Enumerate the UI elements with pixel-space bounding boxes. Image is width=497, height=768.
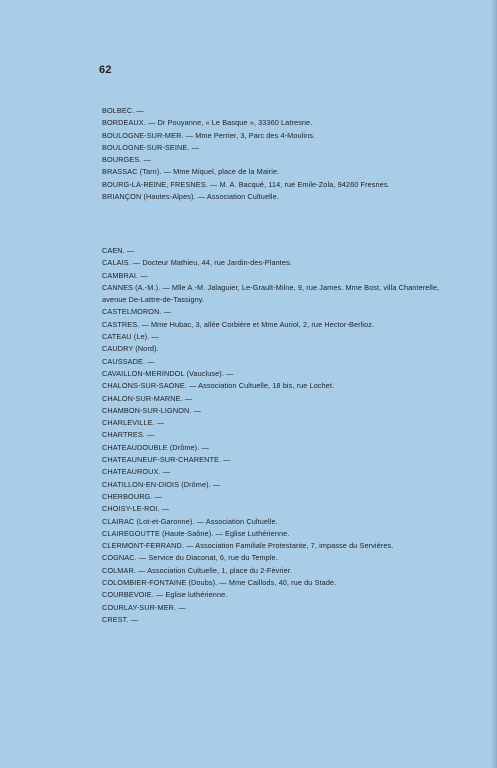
directory-entry <box>102 306 462 318</box>
entry-detail: — Docteur Mathieu, 44, rue Jardin-des-Plantes. <box>130 258 292 268</box>
directory-entry <box>102 552 462 564</box>
directory-entry <box>102 356 462 368</box>
entry-detail: — Mme Caillods, 40, rue du Stade. <box>217 578 337 588</box>
directory-entry <box>102 154 462 166</box>
directory-entry <box>102 130 462 142</box>
directory-entry <box>102 179 462 191</box>
directory-entry <box>102 117 462 129</box>
entry-detail: — Mme Miquel, place de la Mairie. <box>161 167 280 177</box>
entry-town: CATEAU (Le). <box>102 332 150 342</box>
directory-entry <box>102 589 462 601</box>
entry-detail: — <box>191 405 201 415</box>
entry-detail: — <box>152 491 162 501</box>
entry-town: CHOISY-LE-ROI. <box>102 504 160 514</box>
entry-detail: — Association Cultuelle. <box>195 192 279 202</box>
entry-town: BOULOGNE-SUR-MER. <box>102 130 184 140</box>
directory-entry <box>102 466 462 478</box>
entry-detail: — Dr Pouyanne, « Le Basque », 33360 Latresne. <box>145 118 313 128</box>
entry-detail: — <box>189 142 199 152</box>
directory-entry <box>102 577 462 589</box>
entry-detail: — <box>138 270 148 280</box>
directory-entry <box>102 105 462 117</box>
directory-entry <box>102 491 462 503</box>
entry-town: COLMAR. <box>102 565 136 575</box>
directory-entry <box>102 270 462 282</box>
directory-entry <box>102 343 462 355</box>
entry-town: CHAMBON-SUR-LIGNON. <box>102 405 192 415</box>
entry-town: CHERBOURG. <box>102 491 153 501</box>
directory-entry <box>102 528 462 540</box>
entry-detail: — Mlle A.-M. Jalaguier, Le-Grault-Milne, 9, rue James. Mme Bost, villa Chanterelle, avenue De-Lattre-de-Tassigny. <box>102 282 440 305</box>
entry-detail: — <box>210 479 221 489</box>
entry-town: COLOMBIER-FONTAINE (Doubs). <box>102 578 218 588</box>
directory-entry <box>102 540 462 552</box>
page-edge-shadow <box>491 0 497 768</box>
directory-entry <box>102 442 462 454</box>
entry-town: BRIANÇON (Hautes-Alpes). <box>102 192 196 202</box>
entry-detail: — <box>128 614 139 624</box>
entry-detail: — <box>182 393 193 403</box>
entry-town: BORDEAUX. <box>102 118 146 128</box>
entry-detail: — M. A. Bacqué, 114, rue Emile-Zola, 94260 Fresnes. <box>207 179 390 189</box>
entry-detail: — <box>154 418 165 428</box>
entry-detail: — <box>134 106 144 115</box>
entry-town: CLAIRAC (Lot-et-Garonne). <box>102 516 195 526</box>
directory-entry <box>102 503 462 515</box>
entry-detail: — <box>124 246 135 255</box>
entry-detail: — Service du Diaconat, 6, rue du Temple. <box>136 553 278 563</box>
entry-detail: — <box>141 155 151 165</box>
directory-entry <box>102 166 462 178</box>
directory-entry <box>102 368 462 380</box>
entry-detail: — <box>160 467 171 477</box>
entry-town: CASTELMORON. <box>102 307 162 317</box>
entry-town: COGNAC. <box>102 553 137 563</box>
page-number: 62 <box>99 64 112 76</box>
entry-town: BOURG-LA-REINE, FRESNES. <box>102 179 208 189</box>
entry-detail: — Association Familiale Protestante, 7, impasse du Servières. <box>183 541 394 551</box>
directory-entry <box>102 516 462 528</box>
entry-town: CLAIREGOUTTE (Haute-Saône). <box>102 528 214 538</box>
directory-entry <box>102 614 462 626</box>
entry-town: CAUSSADE. <box>102 356 146 366</box>
entry-town: CREST. <box>102 614 129 624</box>
entry-town: CLERMONT-FERRAND. <box>102 541 184 551</box>
entry-detail: — <box>161 307 172 317</box>
entry-town: COURLAY-SUR-MER. <box>102 602 177 612</box>
entry-town: CHARTRES. <box>102 430 145 440</box>
entry-detail: — <box>223 368 234 378</box>
directory-entry <box>102 380 462 392</box>
entry-detail: — Eglise Luthérienne. <box>213 528 290 538</box>
entry-town: CHATILLON-EN-DIOIS (Drôme). <box>102 479 211 489</box>
entry-town: BOLBEC. <box>102 106 135 115</box>
directory-entry <box>102 405 462 417</box>
entry-town: BOURGES. <box>102 155 142 165</box>
directory-entry <box>102 282 462 307</box>
entry-town: CAUDRY (Nord). <box>102 344 159 354</box>
entry-town: CHATEAUROUX. <box>102 467 161 477</box>
entry-town: CAMBRAI. <box>102 270 139 280</box>
entry-town: CASTRES. <box>102 319 140 329</box>
entry-detail: — <box>221 455 231 465</box>
entry-town: CAEN. <box>102 246 125 255</box>
directory-entry <box>102 602 462 614</box>
directory-entry <box>102 454 462 466</box>
entry-town: CANNES (A.-M.). <box>102 282 161 292</box>
directory-entry <box>102 257 462 269</box>
entry-detail: — Mme Perrier, 3, Parc des 4-Moulins. <box>183 130 316 140</box>
entry-town: CHALONS-SUR-SAONE. <box>102 381 187 391</box>
entry-detail: — Mme Hubac, 3, allée Corbière et Mme Auriol, 2, rue Hector-Berlioz. <box>139 319 375 329</box>
entry-detail: — <box>149 332 159 342</box>
entry-town: CHATEAUNEUF-SUR-CHARENTE. <box>102 455 222 465</box>
entry-town: BOULOGNE-SUR-SEINE. <box>102 142 190 152</box>
entry-town: CAVAILLON-MERINDOL (Vaucluse). <box>102 368 224 378</box>
entry-town: CHARLEVILLE. <box>102 418 155 428</box>
directory-entry <box>102 479 462 491</box>
entry-detail: — <box>145 356 155 366</box>
directory-section-c <box>102 245 462 626</box>
entry-town: COURBEVOIE. <box>102 590 154 600</box>
directory-entry <box>102 393 462 405</box>
entry-detail: — <box>144 430 155 440</box>
directory-section-b <box>102 105 462 203</box>
entry-town: CALAIS. <box>102 258 131 268</box>
entry-detail: — <box>199 442 209 452</box>
entry-town: CHALON-SUR-MARNE. <box>102 393 183 403</box>
entry-town: BRASSAC (Tarn). <box>102 167 162 177</box>
entry-detail: — Association Cultuelle. <box>194 516 278 526</box>
entry-detail: — Association Cultuelle, 1, place du 2-Février. <box>135 565 293 575</box>
directory-entry <box>102 417 462 429</box>
directory-entry <box>102 331 462 343</box>
entry-detail: — Eglise luthérienne. <box>153 590 228 600</box>
entry-detail: — <box>159 504 170 514</box>
directory-entry <box>102 142 462 154</box>
directory-entry <box>102 191 462 203</box>
entry-detail: — <box>176 602 186 612</box>
entry-detail: — Association Cultuelle, 18 bis, rue Lochet. <box>186 381 335 391</box>
directory-entry <box>102 245 462 257</box>
entry-town: CHATEAUDOUBLE (Drôme). <box>102 442 200 452</box>
directory-entry <box>102 565 462 577</box>
directory-entry <box>102 429 462 441</box>
directory-entry <box>102 319 462 331</box>
